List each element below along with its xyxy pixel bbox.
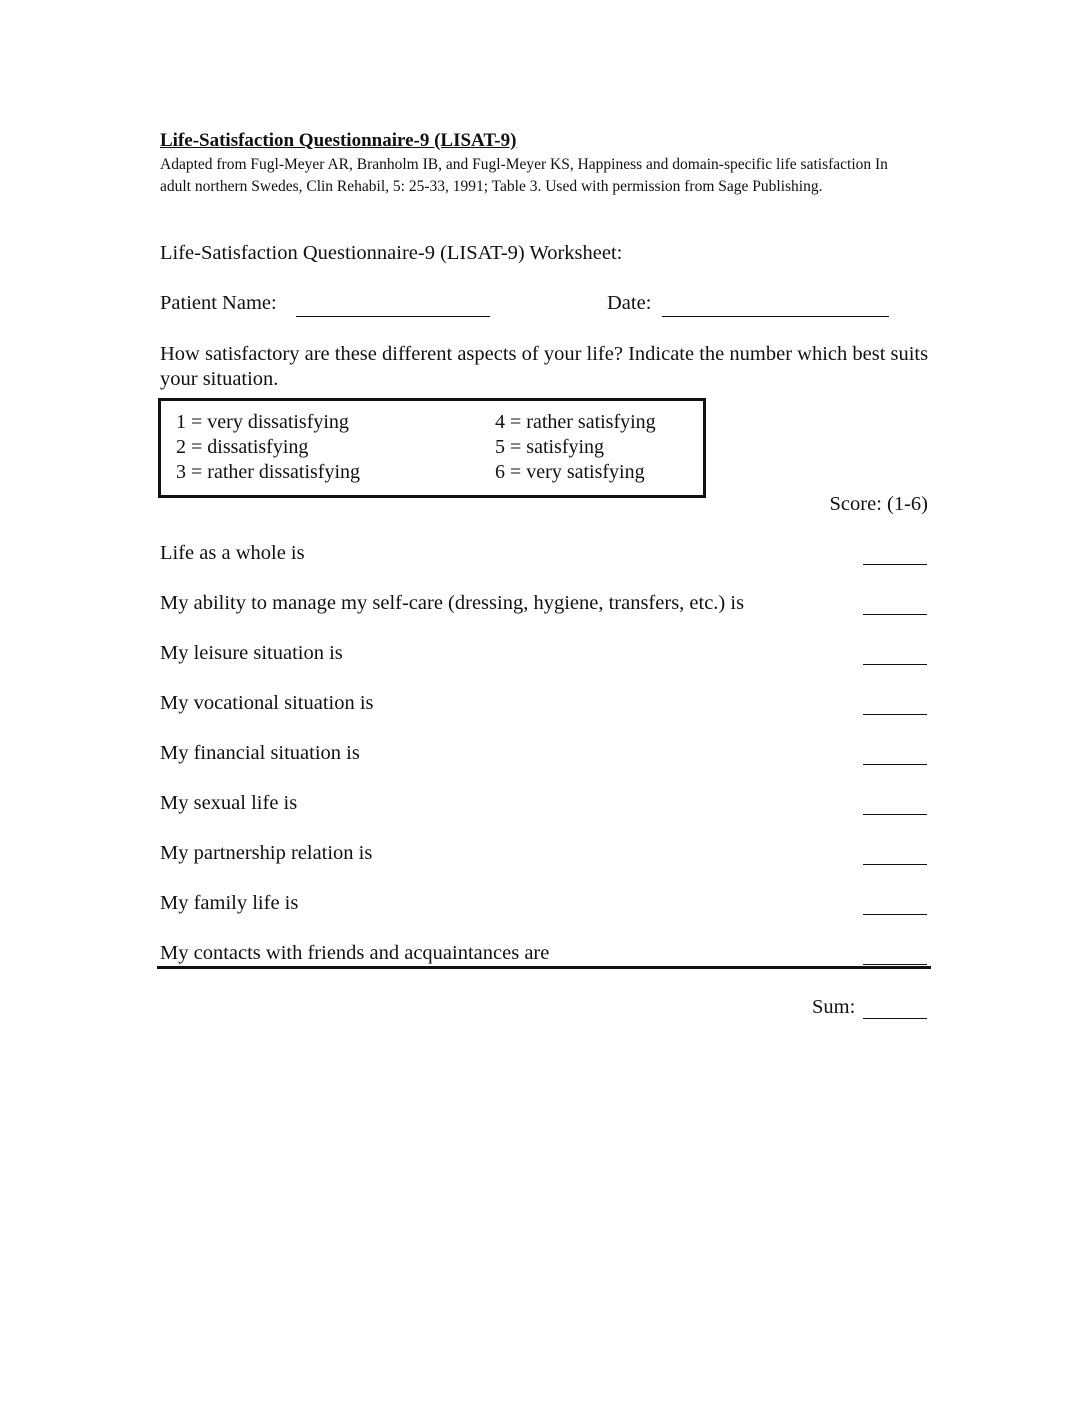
- divider-rule: [157, 966, 931, 969]
- question-label: Life as a whole is: [160, 542, 305, 564]
- question-label: My sexual life is: [160, 792, 298, 814]
- question-label: My financial situation is: [160, 742, 360, 764]
- score-field[interactable]: [863, 596, 927, 615]
- question-label: My ability to manage my self-care (dressing, hygiene, transfers, etc.) is: [160, 592, 745, 614]
- scale-item: 5 = satisfying: [495, 436, 605, 458]
- document-title: Life-Satisfaction Questionnaire-9 (LISAT-9): [160, 130, 517, 151]
- score-header: Score: (1-6): [829, 493, 928, 515]
- sum-label: Sum:: [812, 996, 856, 1018]
- worksheet-heading: Life-Satisfaction Questionnaire-9 (LISAT-9) Worksheet:: [160, 242, 623, 264]
- score-field[interactable]: [863, 746, 927, 765]
- score-field[interactable]: [863, 846, 927, 865]
- sum-field[interactable]: [863, 1000, 927, 1019]
- date-field[interactable]: [662, 296, 889, 317]
- score-field[interactable]: [863, 896, 927, 915]
- question-label: My vocational situation is: [160, 692, 374, 714]
- scale-legend: [158, 398, 706, 498]
- question-label: My partnership relation is: [160, 842, 373, 864]
- citation: Adapted from Fugl-Meyer AR, Branholm IB, and Fugl-Meyer KS, Happiness and domain-specific life satisfaction In adult northern Swedes, Clin Rehabil, 5: 25-33, 1991; Table 3. Used with permission from Sage Publishing.: [160, 156, 888, 195]
- question-label: My contacts with friends and acquaintances are: [160, 942, 550, 964]
- scale-item: 6 = very satisfying: [495, 461, 645, 483]
- score-field[interactable]: [863, 546, 927, 565]
- patient-name-label: Patient Name:: [160, 292, 277, 314]
- scale-item: 1 = very dissatisfying: [176, 411, 349, 433]
- question-label: My leisure situation is: [160, 642, 343, 664]
- score-field[interactable]: [863, 646, 927, 665]
- score-field[interactable]: [863, 946, 927, 965]
- scale-item: 2 = dissatisfying: [176, 436, 309, 458]
- question-label: My family life is: [160, 892, 299, 914]
- date-label: Date:: [607, 292, 652, 314]
- scale-item: 3 = rather dissatisfying: [176, 461, 361, 483]
- instructions: How satisfactory are these different aspects of your life? Indicate the number which best suits your situation.: [160, 343, 929, 390]
- score-field[interactable]: [863, 696, 927, 715]
- scale-item: 4 = rather satisfying: [495, 411, 656, 433]
- patient-name-field[interactable]: [296, 296, 490, 317]
- score-field[interactable]: [863, 796, 927, 815]
